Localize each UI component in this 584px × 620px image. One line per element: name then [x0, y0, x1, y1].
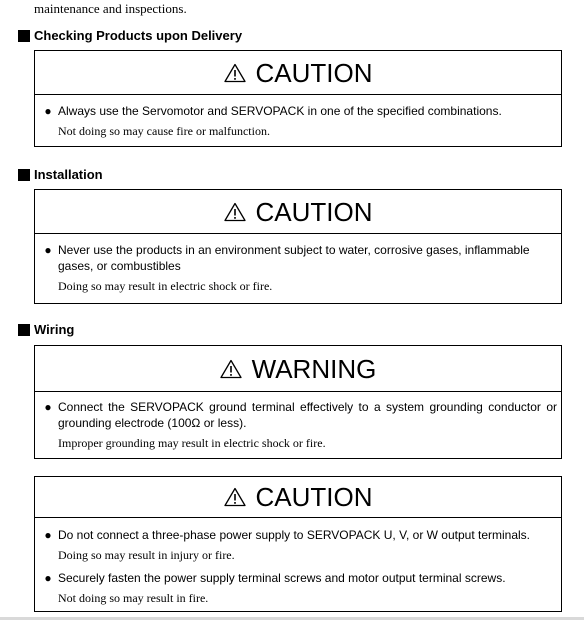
caution-title: CAUTION [255, 196, 373, 227]
section-heading-wiring [18, 322, 74, 338]
caution-box-wiring [34, 476, 562, 612]
black-square-icon [18, 324, 30, 336]
item-note: Doing so may result in electric shock or fire. [58, 279, 273, 293]
caution-header [35, 190, 561, 234]
black-square-icon [18, 169, 30, 181]
caution-header [35, 51, 561, 95]
warning-header [35, 346, 561, 392]
section-heading-label: Checking Products upon Delivery [34, 28, 243, 43]
item-note: Improper grounding may result in electric shock or fire. [58, 436, 326, 450]
item-text: Securely fasten the power supply terminal screws and motor output terminal screws. [58, 571, 506, 585]
list-item [43, 399, 557, 451]
item-text: Always use the Servomotor and SERVOPACK in one of the specified combinations. [58, 104, 502, 118]
warning-triangle-icon [224, 63, 246, 83]
warning-box-wiring [34, 345, 562, 459]
item-note: Not doing so may result in fire. [58, 591, 209, 605]
item-note: Not doing so may cause fire or malfunction. [58, 124, 270, 138]
warning-triangle-icon [224, 202, 246, 222]
caution-header [35, 477, 561, 518]
section-heading-checking [18, 28, 242, 44]
warning-triangle-icon [220, 359, 242, 379]
item-note: Doing so may result in injury or fire. [58, 548, 235, 562]
intro-text: maintenance and inspections. [34, 1, 187, 16]
section-heading-label: Wiring [34, 322, 75, 337]
item-text: Do not connect a three-phase power supply to SERVOPACK U, V, or W output terminals. [58, 528, 531, 542]
warning-triangle-icon [224, 487, 246, 507]
bullet: ● [44, 104, 52, 118]
section-heading-label: Installation [34, 167, 103, 182]
list-item [43, 570, 557, 606]
caution-box-installation [34, 189, 562, 304]
section-heading-installation [18, 167, 103, 183]
list-item [43, 103, 557, 139]
caution-box-checking [34, 50, 562, 147]
bullet: ● [44, 400, 52, 414]
bullet: ● [44, 528, 52, 542]
list-item [43, 242, 557, 294]
caution-title: CAUTION [255, 57, 373, 88]
warning-title: WARNING [251, 353, 377, 384]
list-item [43, 527, 557, 563]
item-text: Connect the SERVOPACK ground terminal effectively to a system grounding conductor or grounding electrode (100Ω or less). [58, 400, 557, 430]
black-square-icon [18, 30, 30, 42]
bullet: ● [44, 243, 52, 257]
bullet: ● [44, 571, 52, 585]
caution-title: CAUTION [255, 482, 373, 512]
item-text: Never use the products in an environment subject to water, corrosive gases, inflammable gases, or combustibles [58, 243, 530, 273]
